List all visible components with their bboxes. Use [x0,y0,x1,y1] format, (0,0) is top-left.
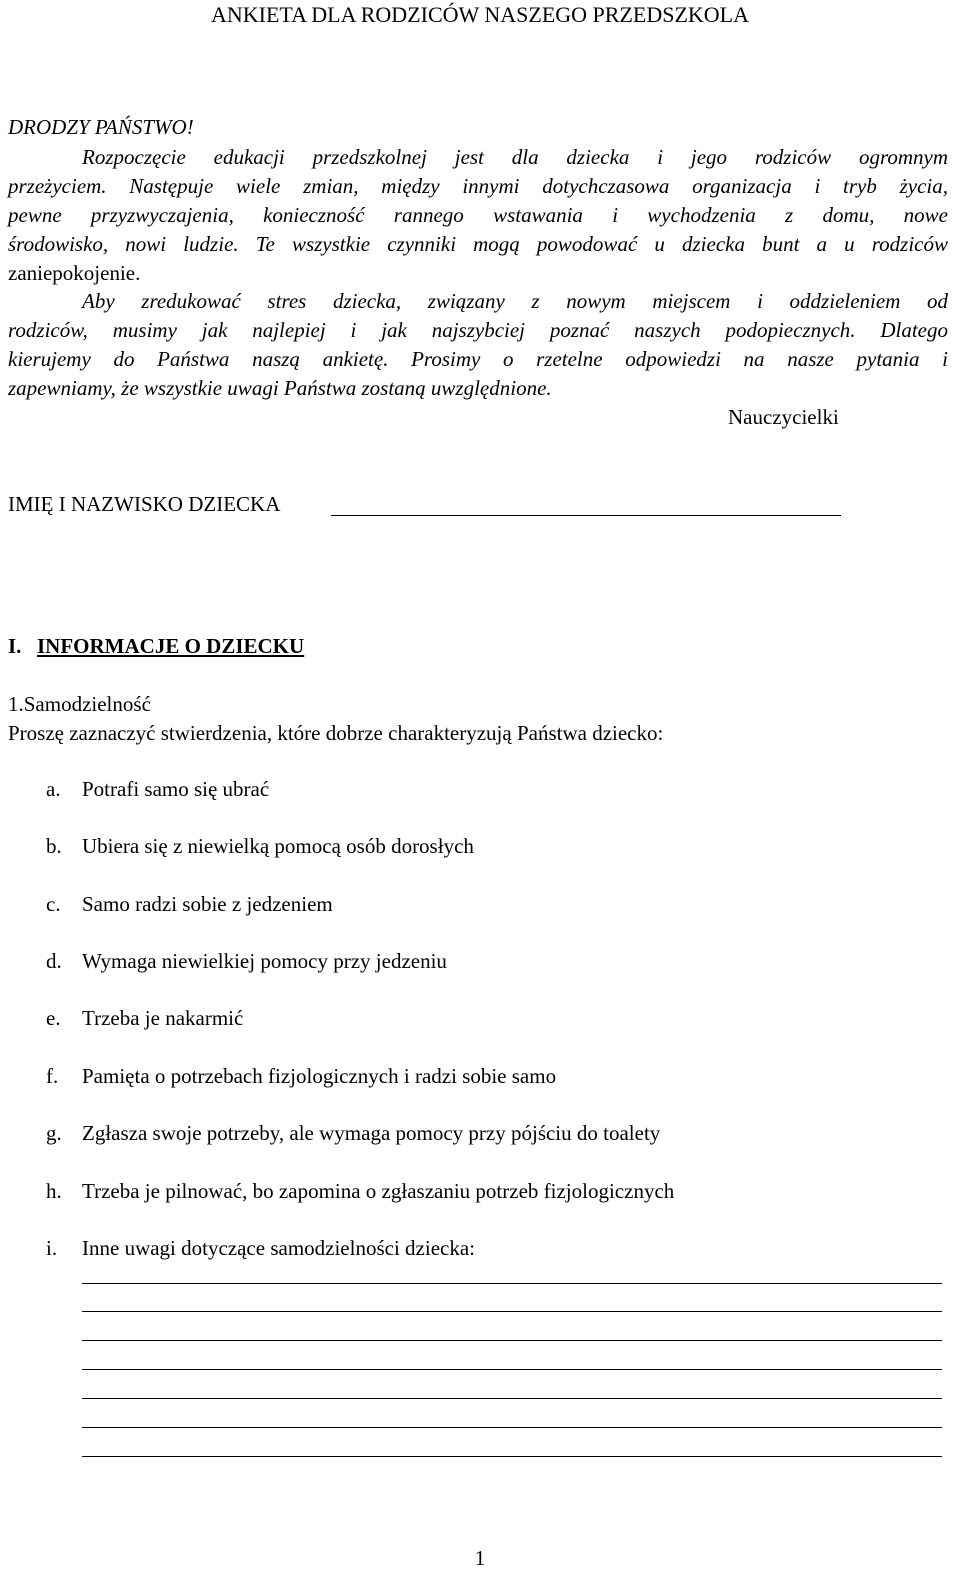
answer-line[interactable] [82,1427,942,1428]
instruction-text: Proszę zaznaczyć stwierdzenia, które dobrze charakteryzują Państwa dziecko: [8,721,664,745]
intro-paragraph-2-line-3: kierujemy do Państwa naszą ankietę. Prosimy o rzetelne odpowiedzi na nasze pytania i [8,347,948,371]
intro-paragraph-1-line-4: środowisko, nowi ludzie. Te wszystkie czynniki mogą powodować u dziecka bunt a u rodziców [8,232,948,256]
answer-line[interactable] [82,1340,942,1341]
option-letter: f. [46,1064,59,1088]
intro-paragraph-2-line-4: zapewniamy, że wszystkie uwagi Państwa zostaną uwzględnione. [8,376,552,400]
intro-paragraph-1-line-5: zaniepokojenie. [8,261,141,285]
answer-line[interactable] [82,1456,942,1457]
option-text: Wymaga niewielkiej pomocy przy jedzeniu [82,949,447,973]
child-name-label: IMIĘ I NAZWISKO DZIECKA [8,492,281,516]
option-text: Potrafi samo się ubrać [82,777,270,801]
signature: Nauczycielki [728,405,839,429]
option-letter: c. [46,892,61,916]
answer-line[interactable] [82,1369,942,1370]
intro-paragraph-2-line-2: rodziców, musimy jak najlepiej i jak najszybciej poznać naszych podopiecznych. Dlatego [8,318,948,342]
option-letter: i. [46,1236,58,1260]
option-text: Pamięta o potrzebach fizjologicznych i radzi sobie samo [82,1064,557,1088]
option-letter: e. [46,1006,61,1030]
option-text: Trzeba je pilnować, bo zapomina o zgłaszaniu potrzeb fizjologicznych [82,1179,675,1203]
option-text: Zgłasza swoje potrzeby, ale wymaga pomocy przy pójściu do toalety [82,1121,661,1145]
option-text: Inne uwagi dotyczące samodzielności dziecka: [82,1236,475,1260]
greeting: DRODZY PAŃSTWO! [8,115,194,139]
intro-paragraph-1-line-3: pewne przyzwyczajenia, konieczność rannego wstawania i wychodzenia z domu, nowe [8,203,948,227]
option-letter: b. [46,834,62,858]
child-name-field[interactable] [331,515,841,516]
answer-line[interactable] [82,1283,942,1284]
intro-paragraph-1-line-1: Rozpoczęcie edukacji przedszkolnej jest dla dziecka i jego rodziców ogromnym [82,145,948,169]
option-text: Trzeba je nakarmić [82,1006,244,1030]
option-letter: h. [46,1179,62,1203]
section-title: INFORMACJE O DZIECKU [37,634,305,658]
document-title: ANKIETA DLA RODZICÓW NASZEGO PRZEDSZKOLA [210,2,750,27]
option-letter: g. [46,1121,62,1145]
intro-paragraph-1-line-2: przeżyciem. Następuje wiele zmian, między innymi dotychczasowa organizacja i tryb życia, [8,174,948,198]
page-number: 1 [474,1546,486,1570]
section-number: I. [8,634,22,658]
option-text: Samo radzi sobie z jedzeniem [82,892,333,916]
option-letter: d. [46,949,62,973]
option-text: Ubiera się z niewielką pomocą osób dorosłych [82,834,474,858]
answer-line[interactable] [82,1398,942,1399]
intro-paragraph-2-line-1: Aby zredukować stres dziecka, związany z nowym miejscem i oddzieleniem od [82,289,948,313]
answer-line[interactable] [82,1311,942,1312]
option-letter: a. [46,777,61,801]
subsection-heading: 1.Samodzielność [8,692,151,716]
